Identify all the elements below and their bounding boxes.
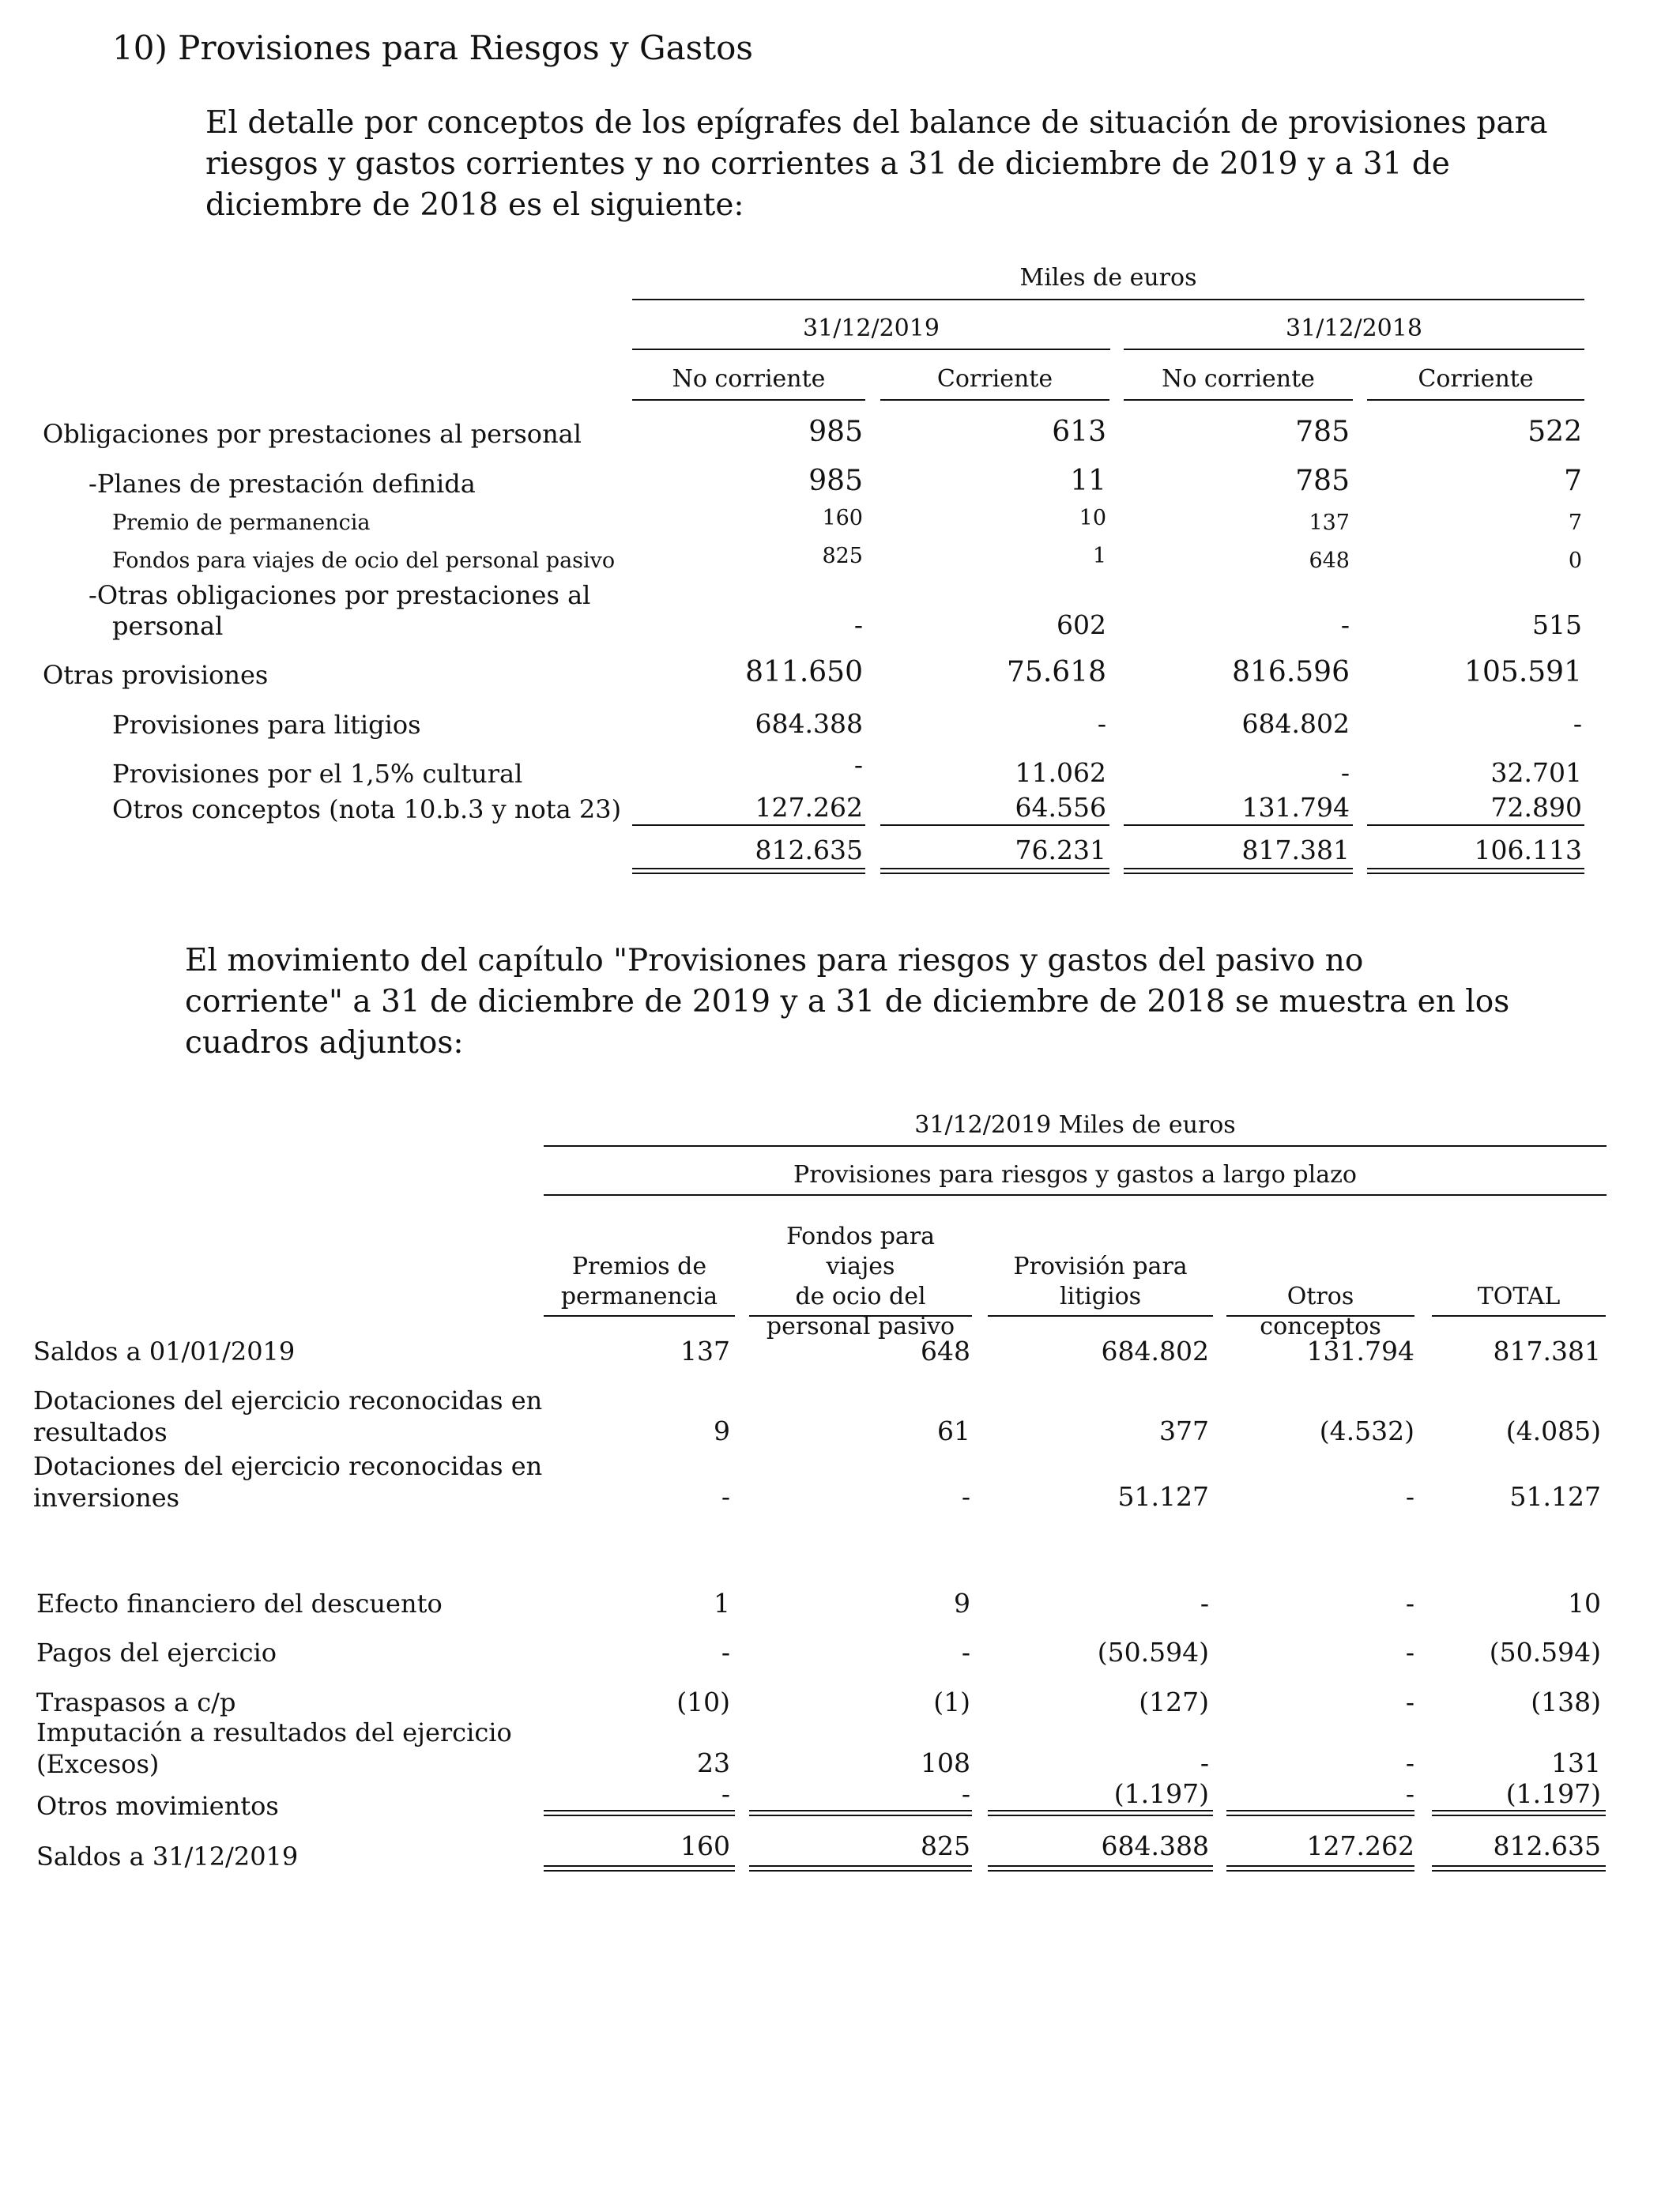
intro-paragraph-1: El detalle por conceptos de los epígrafes del balance de situación de provisiones para riesgos y gastos corrientes y no corrientes a 31 de diciembre de 2019 y a 31 de diciembre de 2018 es el siguiente:	[205, 105, 1548, 223]
section-heading: 10) Provisiones para Riesgos y Gastos	[112, 28, 753, 67]
t1-rule	[632, 349, 1110, 350]
t2-total-double-rule	[544, 1865, 735, 1872]
t1-cell: -	[1340, 757, 1350, 788]
t2-rule	[1432, 1315, 1606, 1317]
t2-row-label	[36, 1717, 512, 1780]
t1-subtotal-rule	[1124, 824, 1353, 826]
t2-col-header-line: personal pasivo	[766, 1313, 955, 1340]
t1-row-label: personal	[112, 611, 224, 641]
t1-row-label: Provisiones por el 1,5% cultural	[112, 759, 523, 789]
t2-row-label-line: Dotaciones del ejercicio reconocidas en	[33, 1451, 543, 1481]
t1-cell: 75.618	[1007, 656, 1106, 688]
t1-date-2019: 31/12/2019	[803, 315, 940, 342]
t1-subtotal-rule	[632, 824, 865, 826]
t1-cell: 825	[822, 544, 863, 568]
t1-cell: 32.701	[1490, 757, 1582, 788]
t2-row-label: Traspasos a c/p	[36, 1687, 236, 1717]
t1-subtotal-rule	[1367, 824, 1584, 826]
t2-cell: 817.381	[1493, 1336, 1601, 1367]
t2-cell: 377	[1159, 1416, 1209, 1446]
t2-cell: 51.127	[1117, 1481, 1209, 1512]
t2-col-header	[544, 1252, 735, 1312]
t1-rule	[880, 399, 1109, 401]
t2-cell: 684.388	[1101, 1830, 1209, 1861]
t1-cell: 105.591	[1464, 656, 1582, 688]
t1-rule	[632, 299, 1584, 300]
t1-cell: 785	[1295, 465, 1350, 497]
t1-cell: 0	[1568, 548, 1582, 573]
t2-col-header-line: TOTAL	[1477, 1283, 1561, 1310]
t1-total: 817.381	[1241, 835, 1350, 865]
t1-row-label: Obligaciones por prestaciones al personal	[43, 419, 582, 449]
t2-cell: (50.594)	[1489, 1637, 1601, 1668]
t1-cell: 7	[1568, 511, 1582, 535]
t1-cell: 64.556	[1015, 792, 1106, 823]
t2-cell: 684.802	[1101, 1336, 1209, 1367]
t2-rule	[1226, 1315, 1414, 1317]
t2-cell: 812.635	[1493, 1830, 1601, 1861]
t1-row-label: -Planes de prestación definida	[89, 469, 476, 499]
t2-col-header	[749, 1222, 972, 1342]
t2-rule	[988, 1315, 1213, 1317]
t1-total-double-rule	[632, 868, 865, 874]
t2-cell: -	[961, 1481, 970, 1512]
t2-cell: (1)	[933, 1687, 970, 1717]
t1-cell: 684.388	[755, 708, 863, 739]
t2-cell: 10	[1568, 1588, 1601, 1619]
t1-cell: 131.794	[1241, 792, 1350, 823]
t1-subtotal-rule	[880, 824, 1109, 826]
t2-cell: -	[1200, 1747, 1209, 1778]
t1-cell: 602	[1057, 609, 1106, 640]
t1-row-label: Premio de permanencia	[112, 511, 371, 535]
t2-cell: 160	[680, 1830, 730, 1861]
t1-col-header: No corriente	[672, 365, 826, 393]
t2-cell: 131.794	[1306, 1336, 1414, 1367]
t1-cell: 11.062	[1015, 757, 1106, 788]
t2-col-header-line: Provisión para	[1013, 1253, 1188, 1280]
t1-row-label: Fondos para viajes de ocio del personal pasivo	[112, 548, 616, 573]
t1-col-header: Corriente	[1418, 365, 1534, 393]
t1-rule	[1124, 349, 1584, 350]
t2-cell: (1.197)	[1113, 1778, 1209, 1809]
t1-total-double-rule	[1124, 868, 1353, 874]
t1-cell: 160	[822, 506, 863, 530]
t2-row-label: Otros movimientos	[36, 1791, 279, 1821]
t1-cell: 137	[1309, 511, 1350, 535]
t2-cell: -	[1405, 1687, 1414, 1717]
t1-cell: 785	[1295, 416, 1350, 448]
t2-cell: (10)	[676, 1687, 730, 1717]
t2-row-label: Saldos a 01/01/2019	[33, 1336, 296, 1367]
t1-cell: 816.596	[1232, 656, 1350, 688]
t1-total: 812.635	[755, 835, 863, 865]
t2-total-double-rule	[1226, 1865, 1414, 1872]
t2-cell: (138)	[1531, 1687, 1601, 1717]
t2-cell: -	[721, 1778, 730, 1809]
t2-row-label: Efecto financiero del descuento	[36, 1589, 443, 1619]
t1-total-double-rule	[1367, 868, 1584, 874]
t1-cell: 7	[1564, 465, 1582, 497]
t2-title: 31/12/2019 Miles de euros	[914, 1111, 1236, 1139]
t2-cell: -	[1405, 1747, 1414, 1778]
t2-row-label	[33, 1385, 542, 1448]
t2-rule	[749, 1315, 972, 1317]
t2-cell: -	[721, 1481, 730, 1512]
t2-cell: 9	[714, 1416, 730, 1446]
t2-subtotal-double-rule	[749, 1810, 972, 1816]
t2-row-label-line: Imputación a resultados del ejercicio	[36, 1717, 512, 1747]
t2-rule	[544, 1315, 735, 1317]
t2-cell: 137	[680, 1336, 730, 1367]
t2-cell: 108	[921, 1747, 970, 1778]
t2-total-double-rule	[988, 1865, 1213, 1872]
t2-col-header-line: Premios de	[571, 1253, 707, 1280]
t1-cell: 811.650	[745, 656, 863, 688]
t2-cell: 51.127	[1509, 1481, 1601, 1512]
t1-col-header: Corriente	[936, 365, 1053, 393]
t2-total-double-rule	[749, 1865, 972, 1872]
t2-total-double-rule	[1432, 1865, 1606, 1872]
t2-row-label	[33, 1450, 542, 1514]
t2-cell: -	[961, 1637, 970, 1668]
t1-cell: 11	[1070, 465, 1106, 497]
t2-cell: (1.197)	[1505, 1778, 1601, 1809]
t2-cell: 61	[937, 1416, 970, 1446]
t1-rule	[632, 399, 865, 401]
t2-cell: 648	[921, 1336, 970, 1367]
t1-unit-header: Miles de euros	[1019, 264, 1197, 292]
t2-subtotal-double-rule	[1226, 1810, 1414, 1816]
t1-cell: -	[1097, 708, 1106, 739]
t2-col-header-line: litigios	[1059, 1283, 1142, 1310]
t1-rule	[1367, 399, 1584, 401]
t2-cell: -	[1405, 1481, 1414, 1512]
t2-cell: -	[1405, 1588, 1414, 1619]
t1-rule	[1124, 399, 1353, 401]
t2-cell: -	[1200, 1588, 1209, 1619]
t2-cell: 9	[954, 1588, 970, 1619]
t2-cell: -	[1405, 1778, 1414, 1809]
t2-cell: 131	[1551, 1747, 1601, 1778]
t2-col-header	[1226, 1282, 1414, 1342]
t2-cell: -	[721, 1637, 730, 1668]
t2-rule	[544, 1145, 1607, 1147]
t1-cell: 522	[1527, 416, 1582, 448]
t2-col-header-line: de ocio del	[795, 1283, 926, 1310]
t2-subtotal-double-rule	[544, 1810, 735, 1816]
t1-cell: 985	[808, 416, 863, 448]
t1-cell: 515	[1532, 609, 1582, 640]
t1-cell: -	[853, 749, 863, 780]
t2-col-header	[1432, 1282, 1606, 1312]
t2-row-label: Saldos a 31/12/2019	[36, 1842, 299, 1872]
t2-subtotal-double-rule	[1432, 1810, 1606, 1816]
t2-row-label-line: resultados	[33, 1417, 168, 1447]
t1-col-header: No corriente	[1162, 365, 1315, 393]
t2-subtitle: Provisiones para riesgos y gastos a largo plazo	[793, 1161, 1357, 1189]
t1-cell: -	[1340, 609, 1350, 640]
t1-cell: 72.890	[1490, 792, 1582, 823]
t2-cell: -	[961, 1778, 970, 1809]
t1-total: 76.231	[1015, 835, 1106, 865]
intro-paragraph-2: El movimiento del capítulo "Provisiones para riesgos y gastos del pasivo no corriente" a 31 de diciembre de 2019 y a 31 de diciembre de 2018 se muestra en los cuadros adjuntos:	[185, 943, 1510, 1061]
t2-col-header-line: permanencia	[560, 1283, 718, 1310]
t1-row-label: -Otras obligaciones por prestaciones al	[89, 580, 591, 610]
t2-cell: 1	[714, 1588, 730, 1619]
t1-cell: 1	[1092, 544, 1106, 568]
t1-cell: 127.262	[755, 792, 863, 823]
t1-cell: -	[853, 609, 863, 640]
t1-row-label: Provisiones para litigios	[112, 710, 421, 740]
t2-cell: -	[1405, 1637, 1414, 1668]
t1-row-label: Otros conceptos (nota 10.b.3 y nota 23)	[112, 794, 622, 824]
t1-total-double-rule	[880, 868, 1109, 874]
t1-cell: 10	[1079, 506, 1106, 530]
t2-cell: (4.532)	[1319, 1416, 1414, 1446]
t1-cell: 613	[1052, 416, 1106, 448]
t2-row-label: Pagos del ejercicio	[36, 1638, 277, 1668]
t2-cell: (4.085)	[1505, 1416, 1601, 1446]
t2-rule	[544, 1194, 1607, 1196]
t2-cell: (50.594)	[1097, 1637, 1209, 1668]
t1-cell: -	[1573, 708, 1582, 739]
t2-col-header-line: Otros conceptos	[1260, 1283, 1381, 1340]
t2-row-label-line: Dotaciones del ejercicio reconocidas en	[33, 1385, 543, 1416]
t1-total: 106.113	[1474, 835, 1582, 865]
t2-row-label-line: (Excesos)	[36, 1749, 160, 1779]
t2-cell: 23	[697, 1747, 730, 1778]
t2-col-header	[988, 1252, 1213, 1312]
t2-col-header-line: Fondos para viajes	[785, 1223, 936, 1280]
t2-row-label-line: inversiones	[33, 1483, 180, 1513]
t1-cell: 985	[808, 465, 863, 497]
t2-cell: (127)	[1139, 1687, 1209, 1717]
t1-date-2018: 31/12/2018	[1286, 315, 1422, 342]
t2-cell: 825	[921, 1830, 970, 1861]
t2-subtotal-double-rule	[988, 1810, 1213, 1816]
t2-cell: 127.262	[1306, 1830, 1414, 1861]
t1-row-label: Otras provisiones	[43, 660, 269, 690]
t1-cell: 684.802	[1241, 708, 1350, 739]
t1-cell: 648	[1309, 548, 1350, 573]
